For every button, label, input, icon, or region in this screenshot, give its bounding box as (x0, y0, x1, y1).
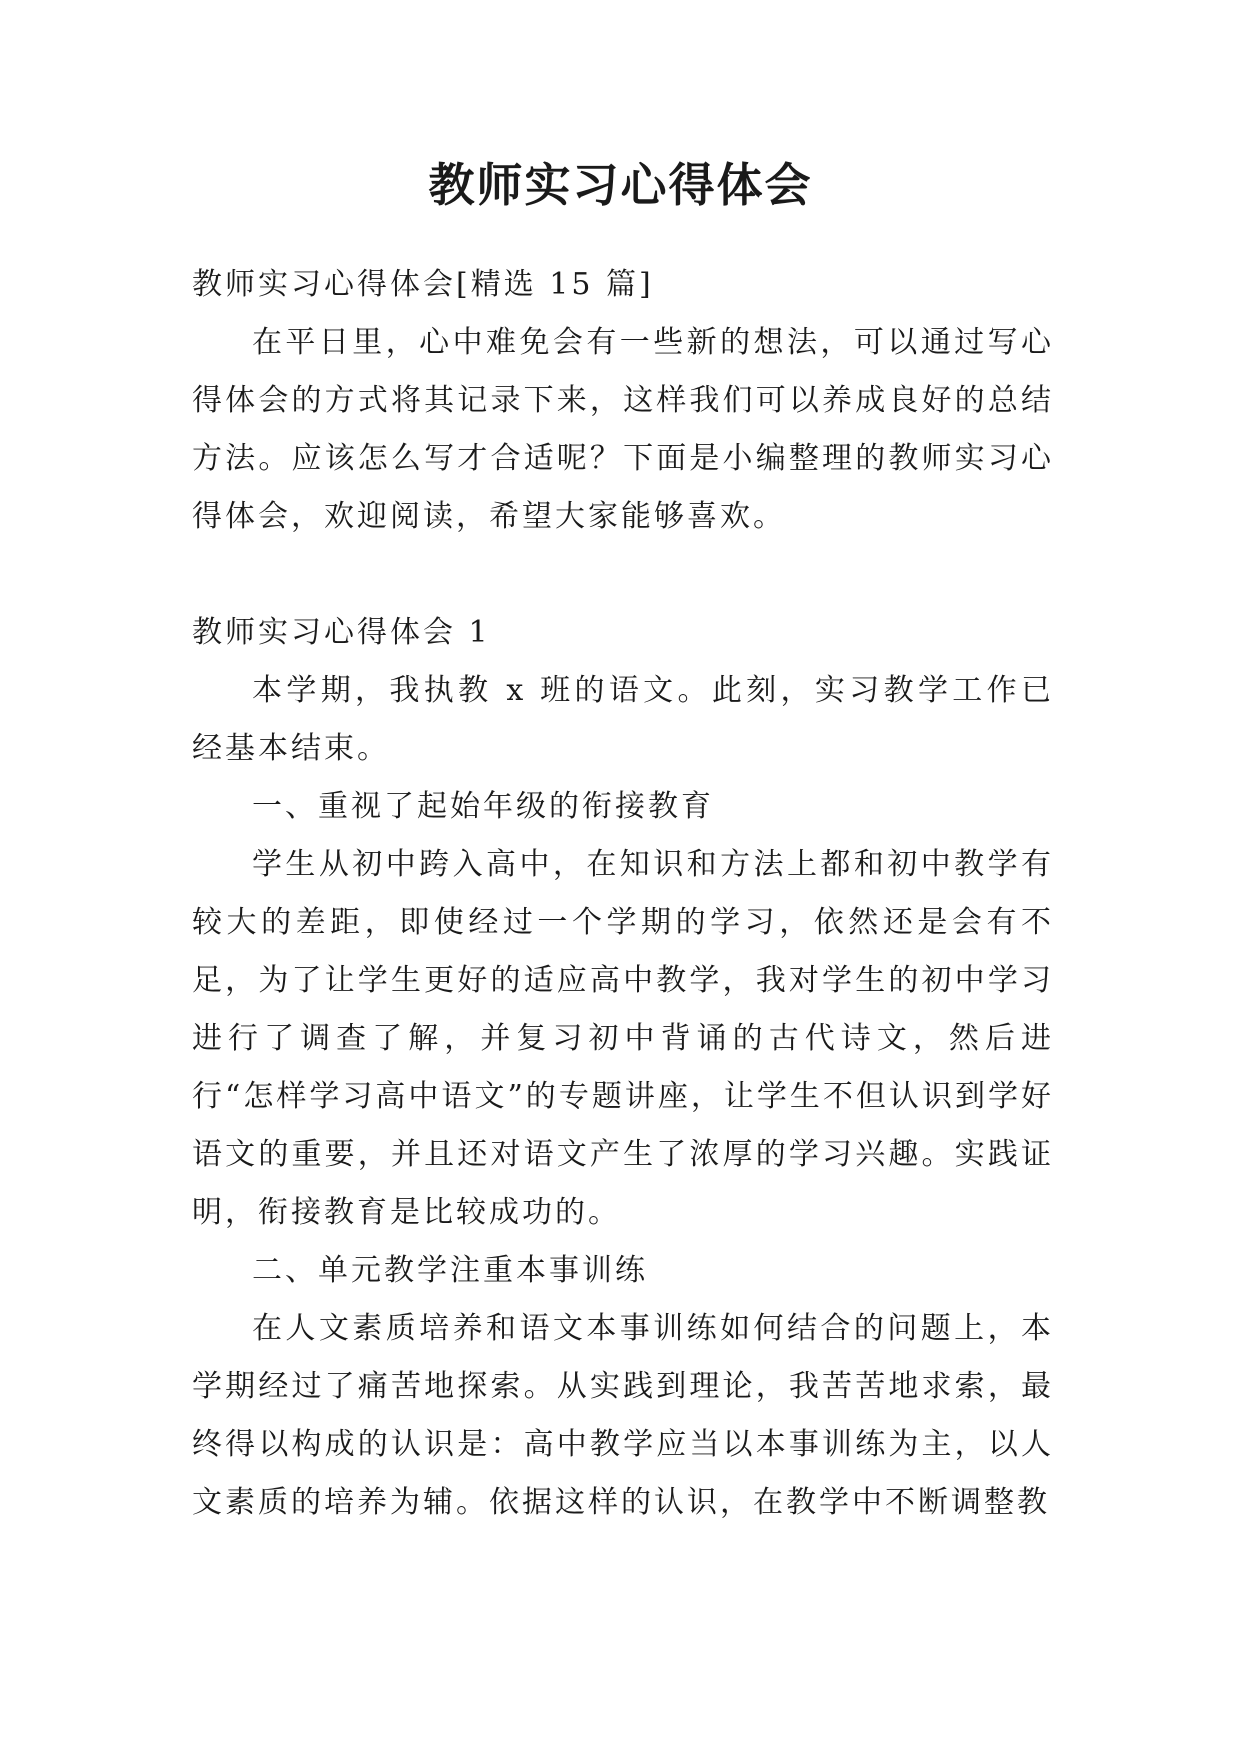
document-subtitle: 教师实习心得体会[精选 15 篇] (192, 267, 654, 302)
intro-paragraph: 在平日里，心中难免会有一些新的想法，可以通过写心得体会的方式将其记录下来，这样我们可以养成良好的总结方法。应该怎么写才合适呢？下面是小编整理的教师实习心得体会，欢迎阅读，希望大家能够喜欢。 (192, 325, 1054, 534)
paragraph-3: 在人文素质培养和语文本事训练如何结合的问题上，本学期经过了痛苦地探索。从实践到理论，我苦苦地求索，最终得以构成的认识是：高中教学应当以本事训练为主，以人文素质的培养为辅。依据这样的认识，在教学中不断调整教 (192, 1311, 1054, 1520)
section-heading-1: 教师实习心得体会 1 (192, 615, 491, 650)
document-body (192, 256, 1054, 1532)
point-heading-1: 一、重视了起始年级的衔接教育 (252, 789, 714, 824)
document-title: 教师实习心得体会 (428, 158, 813, 212)
point-heading-2: 二、单元教学注重本事训练 (252, 1253, 648, 1288)
paragraph-1: 本学期，我执教 x 班的语文。此刻，实习教学工作已经基本结束。 (192, 673, 1054, 766)
paragraph-2: 学生从初中跨入高中，在知识和方法上都和初中教学有较大的差距，即使经过一个学期的学习，依然还是会有不足，为了让学生更好的适应高中教学，我对学生的初中学习进行了调查了解，并复习初中背诵的古代诗文，然后进行“怎样学习高中语文”的专题讲座，让学生不但认识到学好语文的重要，并且还对语文产生了浓厚的学习兴趣。实践证明，衔接教育是比较成功的。 (192, 847, 1054, 1230)
